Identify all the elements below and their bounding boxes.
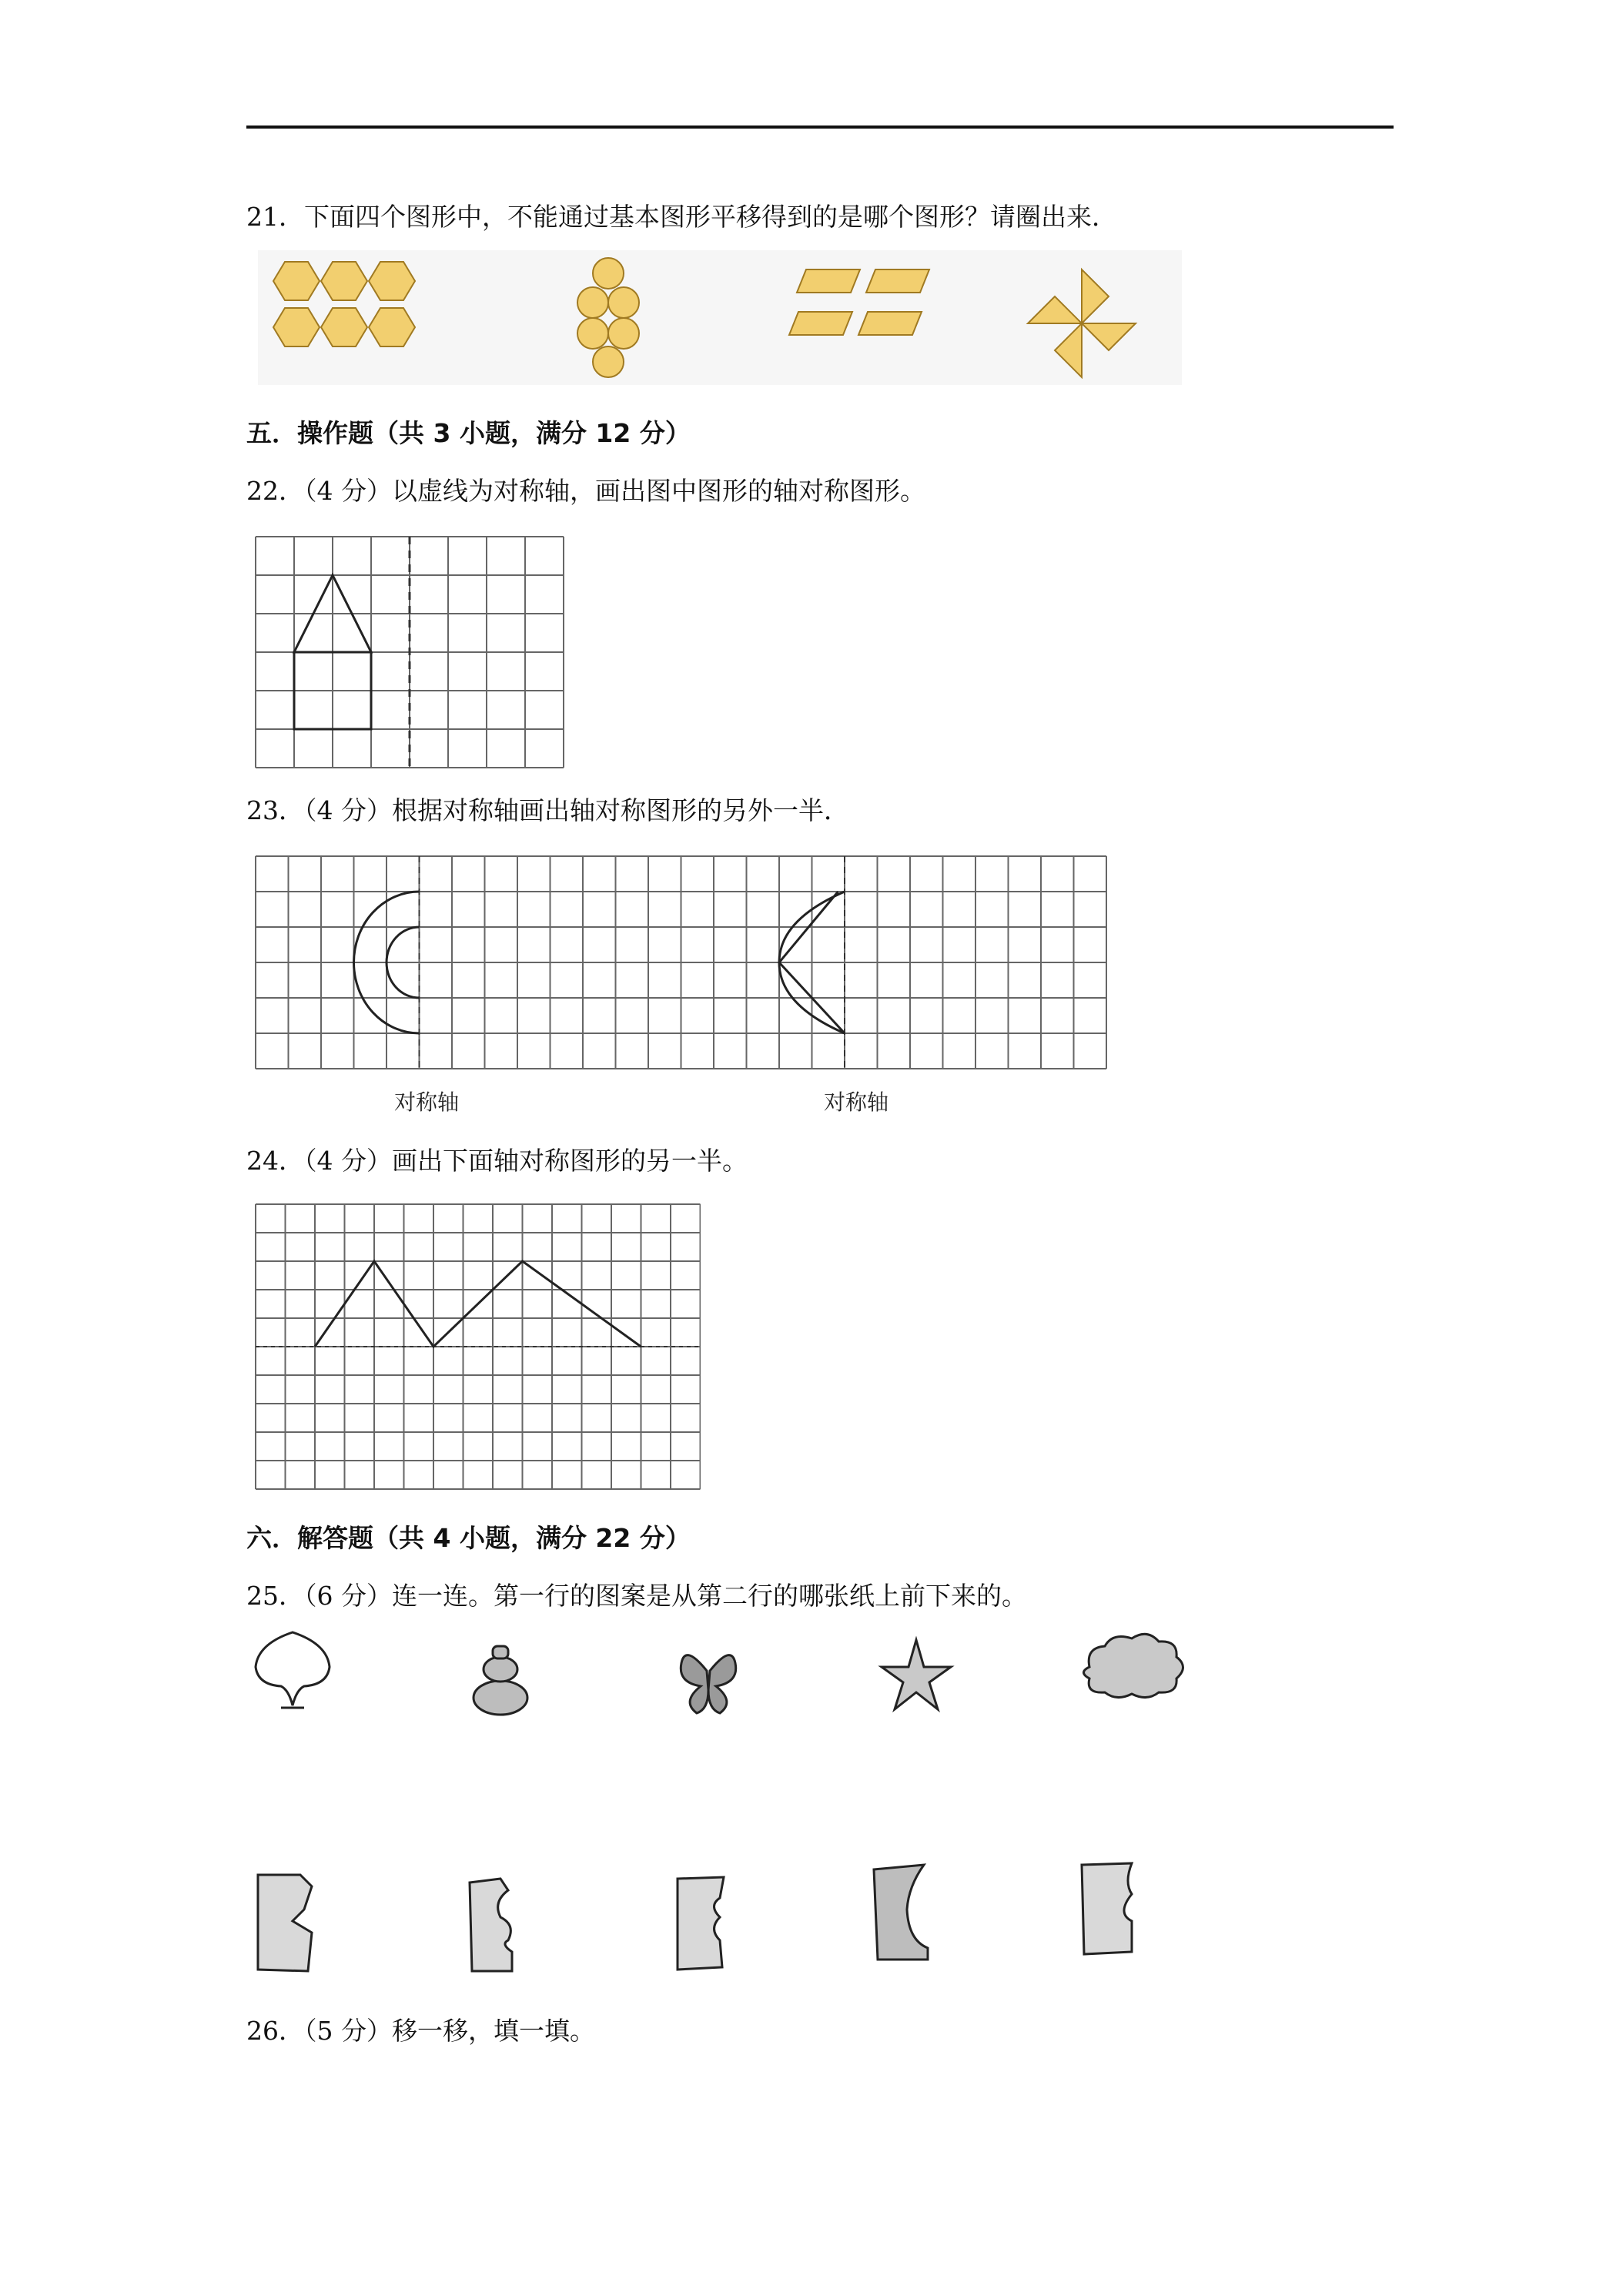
q21-figures [258,250,1182,385]
grid-lines [256,856,1106,1069]
q23-grid [254,855,1113,1074]
section-5-title: 五．操作题（共 3 小题，满分 12 分） [246,418,691,448]
zigzag-half [315,1261,641,1347]
cloud-icon [1084,1634,1183,1697]
spade-icon [256,1632,330,1708]
question-25-text: 25．（6 分）连一连。第一行的图案是从第二行的哪张纸上前下来的。 [246,1581,1027,1611]
butterfly-icon [681,1655,735,1713]
question-21-text: 21．下面四个图形中，不能通过基本图形平移得到的是哪个图形？请圈出来． [246,202,1117,232]
q23-axis-label-left: 对称轴 [394,1089,460,1115]
question-24-text: 24．（4 分）画出下面轴对称图形的另一半。 [246,1146,748,1176]
question-26-text: 26．（5 分）移一移，填一填。 [246,2016,595,2046]
gourd-icon [474,1646,527,1715]
question-23-text: 23．（4 分）根据对称轴画出轴对称图形的另外一半． [246,795,849,825]
cutout-paper-1 [258,1875,312,1971]
cutout-paper-5 [1082,1863,1132,1954]
cutout-paper-2 [470,1879,512,1971]
star-icon [882,1640,951,1709]
q25-row2-papers [246,1856,1247,1979]
question-22-text: 22．（4 分）以虚线为对称轴，画出图中图形的轴对称图形。 [246,476,925,506]
header-rule [246,126,1394,129]
section-6-title: 六．解答题（共 4 小题，满分 22 分） [246,1523,691,1553]
q25-row1-shapes [246,1625,1247,1725]
cutout-paper-4 [874,1865,928,1960]
cutout-paper-3 [678,1877,724,1970]
q22-grid [254,535,566,770]
q23-axis-label-right: 对称轴 [824,1089,889,1115]
q24-grid [254,1203,701,1491]
